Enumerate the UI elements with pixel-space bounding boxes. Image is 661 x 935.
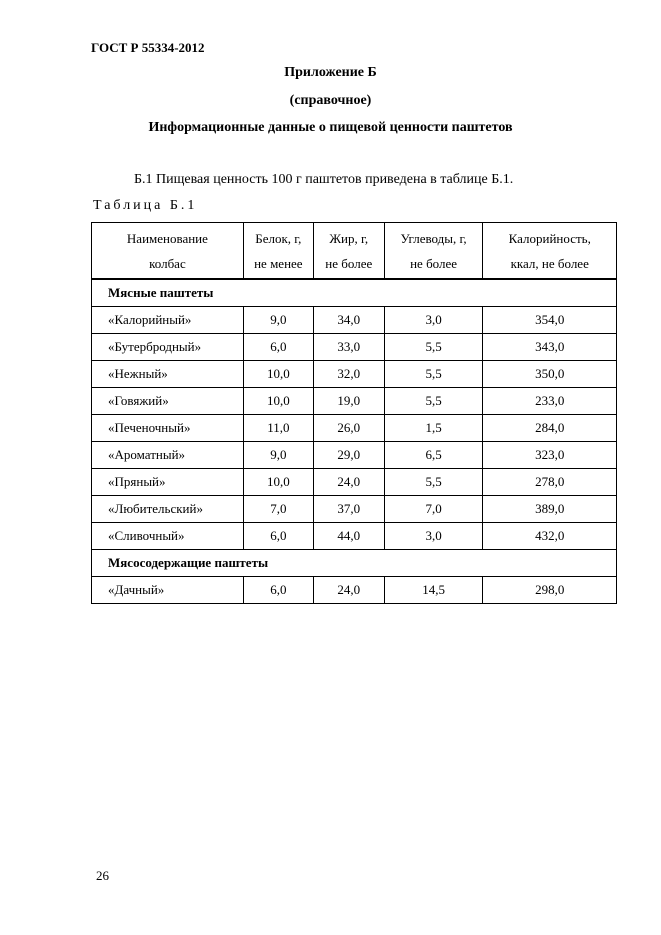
cell-carbs: 5,5 bbox=[384, 469, 483, 496]
group-title-meat: Мясные паштеты bbox=[92, 279, 617, 307]
document-standard-number: ГОСТ Р 55334-2012 bbox=[91, 40, 205, 55]
table-caption: Таблица Б.1 bbox=[93, 198, 198, 213]
header-protein bbox=[243, 223, 313, 280]
header-fat-line2: не более bbox=[325, 255, 373, 271]
header-name-line2: колбас bbox=[149, 255, 186, 271]
cell-protein: 10,0 bbox=[243, 388, 313, 415]
cell-fat: 37,0 bbox=[313, 496, 384, 523]
cell-calories: 298,0 bbox=[483, 577, 617, 604]
nutrition-table bbox=[91, 222, 617, 604]
cell-carbs: 7,0 bbox=[384, 496, 483, 523]
header-carbs bbox=[384, 223, 483, 280]
cell-name: «Бутербродный» bbox=[92, 334, 244, 361]
cell-carbs: 3,0 bbox=[384, 307, 483, 334]
table-row bbox=[92, 496, 617, 523]
cell-name: «Нежный» bbox=[92, 361, 244, 388]
cell-fat: 44,0 bbox=[313, 523, 384, 550]
cell-carbs: 14,5 bbox=[384, 577, 483, 604]
cell-calories: 432,0 bbox=[483, 523, 617, 550]
table-row bbox=[92, 334, 617, 361]
cell-fat: 32,0 bbox=[313, 361, 384, 388]
cell-carbs: 1,5 bbox=[384, 415, 483, 442]
cell-calories: 284,0 bbox=[483, 415, 617, 442]
table-row bbox=[92, 361, 617, 388]
cell-fat: 26,0 bbox=[313, 415, 384, 442]
cell-calories: 323,0 bbox=[483, 442, 617, 469]
cell-fat: 34,0 bbox=[313, 307, 384, 334]
table-row bbox=[92, 415, 617, 442]
cell-fat: 33,0 bbox=[313, 334, 384, 361]
appendix-subtitle: (справочное) bbox=[289, 93, 372, 108]
header-name-line1: Наименование bbox=[126, 230, 208, 246]
cell-calories: 233,0 bbox=[483, 388, 617, 415]
header-calories bbox=[483, 223, 617, 280]
cell-calories: 350,0 bbox=[483, 361, 617, 388]
cell-name: «Ароматный» bbox=[92, 442, 244, 469]
cell-protein: 6,0 bbox=[243, 334, 313, 361]
header-name bbox=[92, 223, 244, 280]
cell-name: «Калорийный» bbox=[92, 307, 244, 334]
table-row bbox=[92, 388, 617, 415]
cell-calories: 278,0 bbox=[483, 469, 617, 496]
cell-protein: 9,0 bbox=[243, 442, 313, 469]
table-group-row bbox=[92, 279, 617, 307]
intro-paragraph: Б.1 Пищевая ценность 100 г паштетов приведена в таблице Б.1. bbox=[134, 172, 514, 187]
cell-calories: 354,0 bbox=[483, 307, 617, 334]
cell-carbs: 5,5 bbox=[384, 334, 483, 361]
cell-calories: 389,0 bbox=[483, 496, 617, 523]
header-carbs-line1: Углеводы, г, bbox=[400, 230, 467, 246]
cell-name: «Любительский» bbox=[92, 496, 244, 523]
cell-protein: 9,0 bbox=[243, 307, 313, 334]
cell-calories: 343,0 bbox=[483, 334, 617, 361]
table-row bbox=[92, 577, 617, 604]
cell-protein: 11,0 bbox=[243, 415, 313, 442]
cell-name: «Пряный» bbox=[92, 469, 244, 496]
cell-protein: 7,0 bbox=[243, 496, 313, 523]
appendix-title: Приложение Б bbox=[284, 65, 377, 80]
table-row bbox=[92, 307, 617, 334]
header-carbs-line2: не более bbox=[410, 255, 458, 271]
cell-protein: 10,0 bbox=[243, 361, 313, 388]
appendix-heading: Информационные данные о пищевой ценности паштетов bbox=[148, 120, 513, 135]
header-fat bbox=[313, 223, 384, 280]
cell-name: «Печеночный» bbox=[92, 415, 244, 442]
table-row bbox=[92, 523, 617, 550]
cell-fat: 24,0 bbox=[313, 577, 384, 604]
cell-carbs: 5,5 bbox=[384, 361, 483, 388]
cell-name: «Говяжий» bbox=[92, 388, 244, 415]
cell-fat: 29,0 bbox=[313, 442, 384, 469]
cell-carbs: 3,0 bbox=[384, 523, 483, 550]
cell-carbs: 5,5 bbox=[384, 388, 483, 415]
header-fat-line1: Жир, г, bbox=[329, 230, 369, 246]
group-title-meat-containing: Мясосодержащие паштеты bbox=[92, 550, 617, 577]
cell-protein: 6,0 bbox=[243, 577, 313, 604]
cell-name: «Дачный» bbox=[92, 577, 244, 604]
cell-carbs: 6,5 bbox=[384, 442, 483, 469]
table-group-row bbox=[92, 550, 617, 577]
table-header-row bbox=[92, 223, 617, 280]
cell-protein: 6,0 bbox=[243, 523, 313, 550]
header-calories-line2: ккал, не более bbox=[510, 255, 589, 271]
header-protein-line1: Белок, г, bbox=[255, 230, 302, 246]
cell-fat: 24,0 bbox=[313, 469, 384, 496]
cell-name: «Сливочный» bbox=[92, 523, 244, 550]
table-row bbox=[92, 469, 617, 496]
page-number: 26 bbox=[96, 868, 109, 883]
table-row bbox=[92, 442, 617, 469]
cell-fat: 19,0 bbox=[313, 388, 384, 415]
header-calories-line1: Калорийность, bbox=[508, 230, 591, 246]
header-protein-line2: не менее bbox=[254, 255, 303, 271]
cell-protein: 10,0 bbox=[243, 469, 313, 496]
